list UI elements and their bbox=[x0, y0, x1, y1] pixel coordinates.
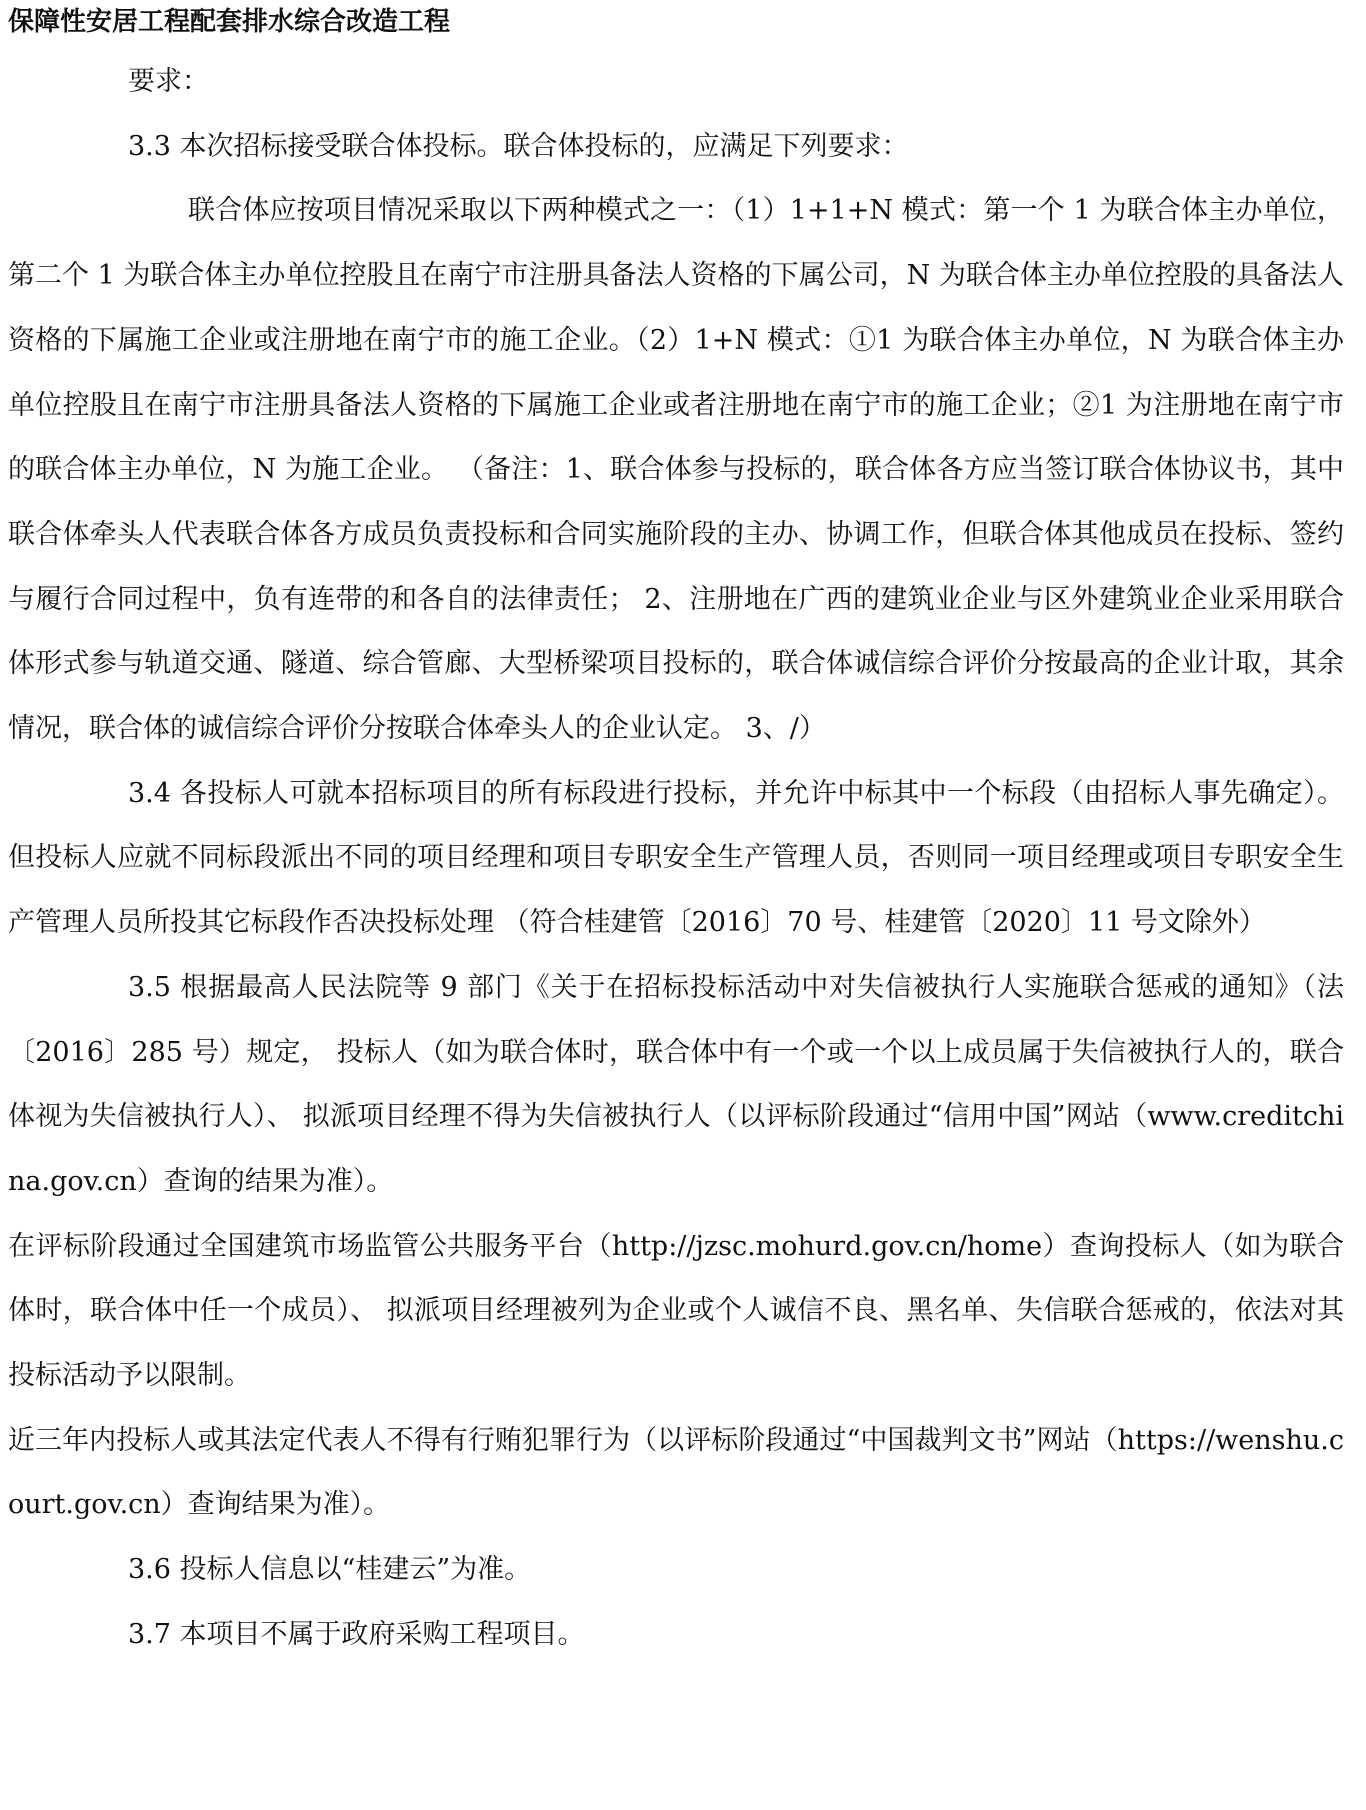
paragraph-3-4: 3.4 各投标人可就本招标项目的所有标段进行投标，并允许中标其中一个标段（由招标人事先确定）。 但投标人应就不同标段派出不同的项目经理和项目专职安全生产管理人员，否则同一项目经理或项目专职安全生产管理人员所投其它标段作否决投标处理 （符合桂建管〔2016〕70 号、桂建管〔2020〕11 号文除外） bbox=[8, 777, 1344, 939]
paragraph-requirements-intro: 要求： bbox=[128, 66, 209, 97]
paragraph-3-3: 3.3 本次招标接受联合体投标。联合体投标的，应满足下列要求： bbox=[128, 130, 909, 162]
paragraph-platform-check: 在评标阶段通过全国建筑市场监管公共服务平台（http://jzsc.mohurd.gov.cn/home）查询投标人（如为联合体时，联合体中任一个成员）、 拟派项目经理被列为企业或个人诚信不良、黑名单、失信联合惩戒的，依法对其投标活动予以限制。 bbox=[8, 1230, 1344, 1392]
document-title: 保障性安居工程配套排水综合改造工程 bbox=[8, 7, 451, 37]
paragraph-3-6: 3.6 投标人信息以“桂建云”为准。 bbox=[128, 1554, 532, 1586]
paragraph-bribery-check: 近三年内投标人或其法定代表人不得有行贿犯罪行为（以评标阶段通过“中国裁判文书”网站（https://wenshu.court.gov.cn）查询结果为准）。 bbox=[8, 1424, 1344, 1521]
paragraph-3-5: 3.5 根据最高人民法院等 9 部门《关于在招标投标活动中对失信被执行人实施联合惩戒的通知》（法〔2016〕285 号）规定， 投标人（如为联合体时，联合体中有一个或一个以上成员属于失信被执行人的，联合体视为失信被执行人）、 拟派项目经理不得为失信被执行人（以评标阶段通过“信用中国”网站（www.creditchina.gov.cn）查询的结果为准）。 bbox=[8, 971, 1344, 1197]
paragraph-3-7: 3.7 本项目不属于政府采购工程项目。 bbox=[128, 1618, 585, 1650]
paragraph-joint-venture-modes: 联合体应按项目情况采取以下两种模式之一：（1）1+1+N 模式：第一个 1 为联合体主办单位，第二个 1 为联合体主办单位控股且在南宁市注册具备法人资格的下属公司，N 为联合体主办单位控股的具备法人资格的下属施工企业或注册地在南宁市的施工企业。（2）1+N 模式：①1 为联合体主办单位，N 为联合体主办单位控股且在南宁市注册具备法人资格的下属施工企业或者注册地在南宁市的施工企业；②1 为注册地在南宁市的联合体主办单位，N 为施工企业。 （备注：1、联合体参与投标的，联合体各方应当签订联合体协议书，其中联合体牵头人代表联合体各方成员负责投标和合同实施阶段的主办、协调工作，但联合体其他成员在投标、签约与履行合同过程中，负有连带的和各自的法律责任； 2、注册地在广西的建筑业企业与区外建筑业企业采用联合体形式参与轨道交通、隧道、综合管廊、大型桥梁项目投标的，联合体诚信综合评价分按最高的企业计取，其余情况，联合体的诚信综合评价分按联合体牵头人的企业认定。 3、/） bbox=[8, 195, 1344, 745]
document-page bbox=[8, 2, 1344, 1668]
